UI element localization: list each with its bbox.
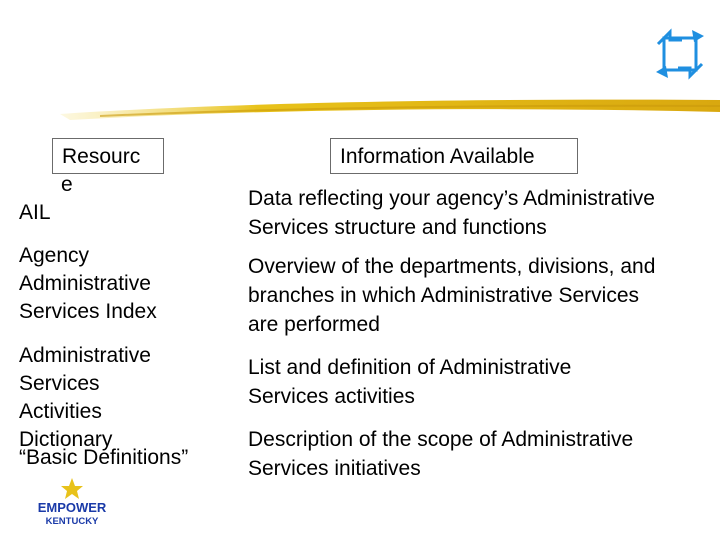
left-item-activities-dictionary: Administrative Services Activities Dictionary [19,344,151,451]
information-available-label: Information Available [340,145,535,168]
right-item-overview: Overview of the departments, divisions, and branches in which Administrative Services are performed [248,255,656,336]
resource-header-overflow: e [61,173,73,196]
resource-header-box [52,138,164,174]
resource-header-label: Resourc [62,145,141,168]
svg-text:EMPOWER: EMPOWER [37,500,107,515]
left-item-basic-definitions: “Basic Definitions” [19,446,189,469]
ail-label: AIL [19,201,51,224]
right-item-activities: List and definition of Administrative Services activities [248,356,572,408]
svg-text:KENTUCKY: KENTUCKY [45,516,99,527]
empower-kentucky-logo [37,476,107,528]
right-item-initiatives: Description of the scope of Administrative Services initiatives [248,428,634,480]
information-available-header-box [330,138,578,174]
left-item-services-index: Agency Administrative Services Index [19,244,157,323]
gold-swoosh-decoration [60,92,720,122]
rotating-arrows-icon [652,26,708,82]
right-item-structure: Data reflecting your agency’s Administrative Services structure and functions [248,187,655,239]
